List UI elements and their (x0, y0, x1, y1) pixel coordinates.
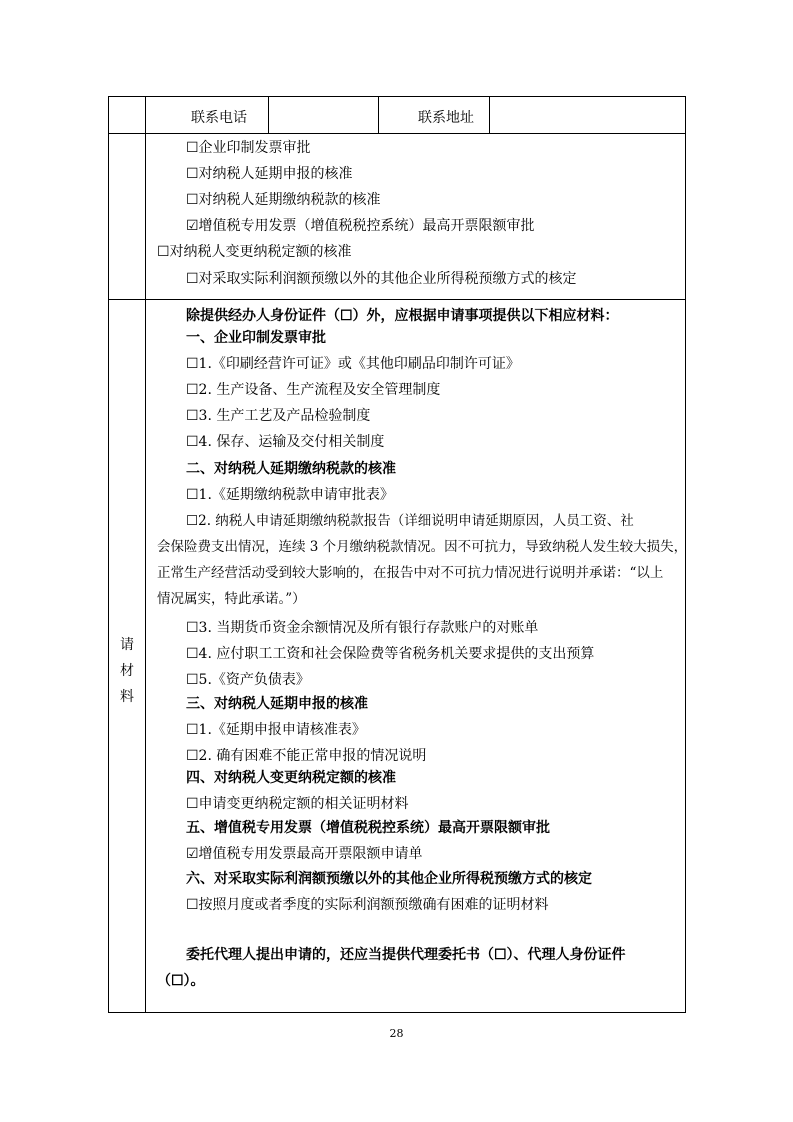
row-divider (109, 133, 685, 134)
item-checkbox-vat-invoice-limit[interactable]: ☑增值税专用发票（增值税税控系统）最高开票限额审批 (186, 218, 535, 234)
item-checkbox-quota-change[interactable]: ☐对纳税人变更纳税定额的核准 (157, 244, 352, 260)
material-item[interactable]: ☐1.《延期缴纳税款申请审批表》 (186, 487, 394, 503)
section-title-6: 六、对采取实际利润额预缴以外的其他企业所得税预缴方式的核定 (186, 871, 592, 887)
section-title-3: 三、对纳税人延期申报的核准 (186, 696, 368, 712)
address-label: 联系地址 (418, 110, 474, 126)
material-item[interactable]: ☑增值税专用发票最高开票限额申请单 (186, 846, 423, 862)
agent-note-continued: （☐）。 (157, 973, 205, 989)
material-item[interactable]: ☐2. 确有困难不能正常申报的情况说明 (186, 748, 427, 764)
item-checkbox-deferred-filing[interactable]: ☐对纳税人延期申报的核准 (186, 166, 353, 182)
item-checkbox-prepayment-method[interactable]: ☐对采取实际利润额预缴以外的其他企业所得税预缴方式的核定 (186, 271, 577, 287)
material-item[interactable]: ☐1.《延期申报申请核准表》 (186, 722, 366, 738)
phone-label: 联系电话 (191, 110, 247, 126)
address-value-cell[interactable] (490, 98, 684, 132)
material-item-continued: 情况属实，特此承诺。”） (157, 591, 306, 607)
material-item-continued: 会保险费支出情况，连续 3 个月缴纳税款情况。因不可抗力，导致纳税人发生较大损失， (157, 539, 688, 555)
material-item[interactable]: ☐3. 生产工艺及产品检验制度 (186, 408, 371, 424)
row-divider (109, 299, 685, 300)
material-item-continued: 正常生产经营活动受到较大影响的，在报告中对不可抗力情况进行说明并承诺：“以上 (157, 565, 664, 581)
section-title-2: 二、对纳税人延期缴纳税款的核准 (186, 461, 396, 477)
material-item[interactable]: ☐2. 纳税人申请延期缴纳税款报告（详细说明申请延期原因，人员工资、社 (186, 513, 634, 529)
materials-label-char: 请 (120, 637, 134, 653)
material-item[interactable]: ☐5.《资产负债表》 (186, 672, 310, 688)
material-item[interactable]: ☐4. 保存、运输及交付相关制度 (186, 434, 385, 450)
agent-note: 委托代理人提出申请的，还应当提供代理委托书（☐）、代理人身份证件 (186, 947, 626, 963)
item-checkbox-invoice-printing[interactable]: ☐企业印制发票审批 (186, 140, 311, 156)
page-number: 28 (389, 1027, 404, 1040)
materials-label-char: 料 (120, 689, 134, 705)
phone-value-cell[interactable] (269, 98, 377, 132)
application-form-table (108, 96, 686, 1013)
materials-label (109, 632, 145, 710)
column-divider (378, 97, 379, 133)
material-item[interactable]: ☐2. 生产设备、生产流程及安全管理制度 (186, 382, 441, 398)
item-checkbox-deferred-payment[interactable]: ☐对纳税人延期缴纳税款的核准 (186, 192, 381, 208)
section-title-5: 五、增值税专用发票（增值税税控系统）最高开票限额审批 (186, 820, 550, 836)
section-title-1: 一、企业印制发票审批 (186, 330, 326, 346)
section-title-4: 四、对纳税人变更纳税定额的核准 (186, 770, 396, 786)
material-item[interactable]: ☐4. 应付职工工资和社会保险费等省税务机关要求提供的支出预算 (186, 646, 595, 662)
column-divider (145, 97, 146, 1012)
material-item[interactable]: ☐3. 当期货币资金余额情况及所有银行存款账户的对账单 (186, 620, 539, 636)
material-item[interactable]: ☐1.《印刷经营许可证》或《其他印刷品印制许可证》 (186, 356, 520, 372)
material-item[interactable]: ☐申请变更纳税定额的相关证明材料 (186, 796, 409, 812)
materials-label-char: 材 (120, 663, 134, 679)
materials-intro: 除提供经办人身份证件（☐）外，应根据申请事项提供以下相应材料： (186, 308, 619, 324)
material-item[interactable]: ☐按照月度或者季度的实际利润额预缴确有困难的证明材料 (186, 897, 549, 913)
